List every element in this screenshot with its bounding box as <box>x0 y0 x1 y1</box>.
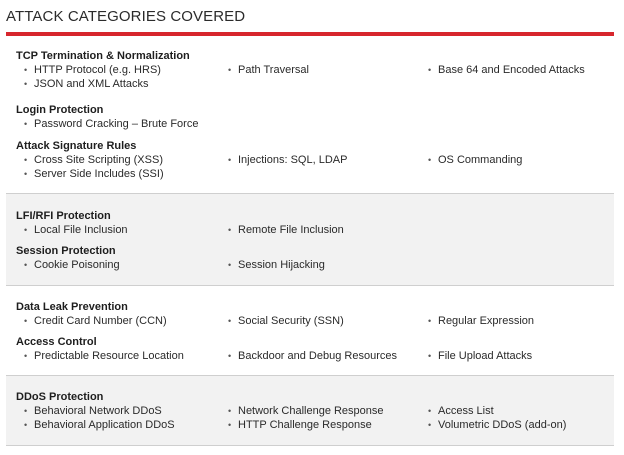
list-item: • Access List <box>428 405 494 417</box>
bullet-icon: • <box>24 260 28 270</box>
group-heading: TCP Termination & Normalization <box>16 50 190 62</box>
bullet-icon: • <box>228 65 232 75</box>
bullet-icon: • <box>228 420 232 430</box>
group-attack-signature-rules <box>16 139 606 181</box>
bullet-icon: • <box>24 169 28 179</box>
list-item: • JSON and XML Attacks <box>24 78 149 90</box>
bullet-icon: • <box>24 225 28 235</box>
list-item: • HTTP Challenge Response <box>228 419 372 431</box>
group-access-control <box>16 335 606 363</box>
list-item: • Predictable Resource Location <box>24 350 184 362</box>
bullet-icon: • <box>428 351 432 361</box>
list-row <box>16 314 606 328</box>
group-tcp-termination <box>16 49 606 91</box>
group-heading: Login Protection <box>16 104 104 116</box>
list-row <box>16 77 606 91</box>
group-data-leak-prevention <box>16 300 606 328</box>
bullet-icon: • <box>24 65 28 75</box>
group-heading: Data Leak Prevention <box>16 301 128 313</box>
bullet-icon: • <box>24 155 28 165</box>
group-heading: Access Control <box>16 336 97 348</box>
group-login-protection <box>16 103 606 131</box>
list-item: • Server Side Includes (SSI) <box>24 168 164 180</box>
list-item: • Volumetric DDoS (add-on) <box>428 419 567 431</box>
bullet-icon: • <box>24 406 28 416</box>
group-lfi-rfi-protection <box>16 209 606 237</box>
section-ddos <box>6 376 614 446</box>
list-item: • Cross Site Scripting (XSS) <box>24 154 163 166</box>
bullet-icon: • <box>228 260 232 270</box>
section-data-leak-access <box>6 286 614 376</box>
bullet-icon: • <box>428 420 432 430</box>
list-row <box>16 404 606 418</box>
group-heading: DDoS Protection <box>16 391 104 403</box>
bullet-icon: • <box>428 316 432 326</box>
list-row <box>16 153 606 167</box>
list-item: • Password Cracking – Brute Force <box>24 118 199 130</box>
list-row <box>16 418 606 432</box>
bullet-icon: • <box>228 351 232 361</box>
list-row <box>16 63 606 77</box>
bullet-icon: • <box>24 79 28 89</box>
bullet-icon: • <box>24 316 28 326</box>
list-item: • Backdoor and Debug Resources <box>228 350 397 362</box>
page-title: ATTACK CATEGORIES COVERED <box>6 8 246 25</box>
group-heading: Session Protection <box>16 245 116 257</box>
list-item: • File Upload Attacks <box>428 350 533 362</box>
list-item: • Behavioral Application DDoS <box>24 419 175 431</box>
list-item: • Session Hijacking <box>228 259 325 271</box>
list-row <box>16 258 606 272</box>
list-row <box>16 349 606 363</box>
list-row <box>16 167 606 181</box>
list-item: • Social Security (SSN) <box>228 315 344 327</box>
group-ddos-protection <box>16 390 606 432</box>
bullet-icon: • <box>228 316 232 326</box>
bullet-icon: • <box>428 155 432 165</box>
group-heading: LFI/RFI Protection <box>16 210 111 222</box>
list-item: • Base 64 and Encoded Attacks <box>428 64 585 76</box>
bullet-icon: • <box>428 65 432 75</box>
bullet-icon: • <box>228 406 232 416</box>
bullet-icon: • <box>24 119 28 129</box>
list-item: • Remote File Inclusion <box>228 224 344 236</box>
bullet-icon: • <box>24 420 28 430</box>
section-lfi-session <box>6 194 614 286</box>
list-item: • Path Traversal <box>228 64 309 76</box>
list-item: • Credit Card Number (CCN) <box>24 315 167 327</box>
list-row <box>16 117 606 131</box>
list-item: • Behavioral Network DDoS <box>24 405 162 417</box>
list-item: • OS Commanding <box>428 154 523 166</box>
group-heading: Attack Signature Rules <box>16 140 137 152</box>
list-row <box>16 223 606 237</box>
group-session-protection <box>16 244 606 272</box>
bullet-icon: • <box>428 406 432 416</box>
list-item: • Regular Expression <box>428 315 534 327</box>
list-item: • Network Challenge Response <box>228 405 384 417</box>
list-item: • Cookie Poisoning <box>24 259 120 271</box>
bullet-icon: • <box>24 351 28 361</box>
list-item: • Injections: SQL, LDAP <box>228 154 348 166</box>
accent-divider <box>6 32 614 36</box>
list-item: • HTTP Protocol (e.g. HRS) <box>24 64 161 76</box>
bullet-icon: • <box>228 225 232 235</box>
bullet-icon: • <box>228 155 232 165</box>
list-item: • Local File Inclusion <box>24 224 128 236</box>
section-tcp-login-signature <box>6 37 614 194</box>
